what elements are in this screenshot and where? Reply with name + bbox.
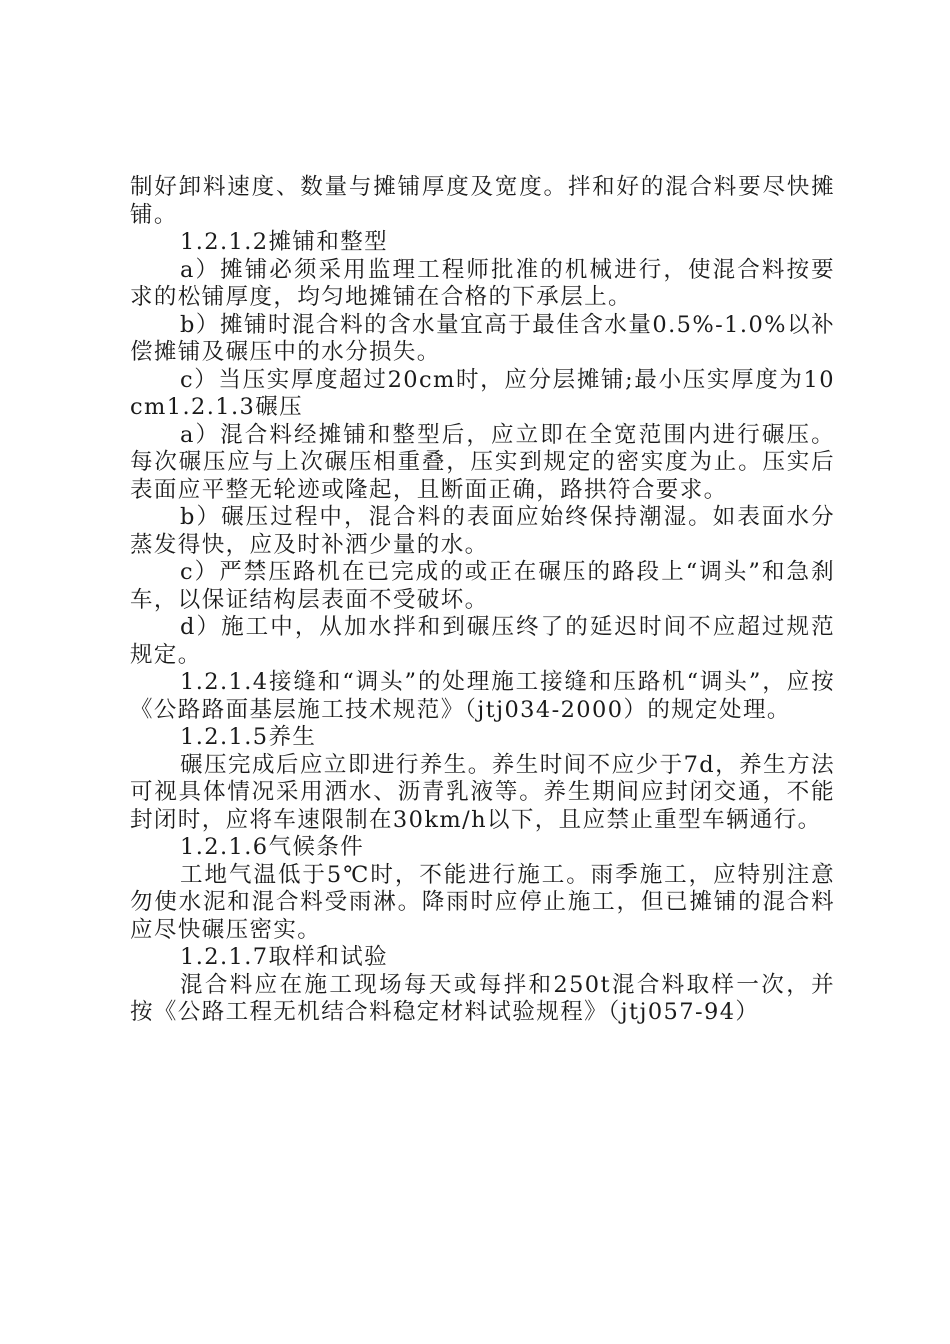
paragraph: a）摊铺必须采用监理工程师批准的机械进行，使混合料按要求的松铺厚度，均匀地摊铺在合格的下承层上。 <box>130 256 835 310</box>
paragraph: b）碾压过程中，混合料的表面应始终保持潮湿。如表面水分蒸发得快，应及时补洒少量的水。 <box>130 504 835 558</box>
section-heading: 1.2.1.5养生 <box>180 724 317 750</box>
paragraph: c）严禁压路机在已完成的或正在碾压的路段上“调头”和急刹车，以保证结构层表面不受破坏。 <box>130 559 835 613</box>
section-heading: 1.2.1.7取样和试验 <box>180 944 389 970</box>
paragraph: d）施工中，从加水拌和到碾压终了的延迟时间不应超过规范规定。 <box>130 614 835 668</box>
section-heading: 1.2.1.2摊铺和整型 <box>180 229 389 255</box>
paragraph: a）混合料经摊铺和整型后，应立即在全宽范围内进行碾压。每次碾压应与上次碾压相重叠，压实到规定的密实度为止。压实后表面应平整无轮迹或隆起，且断面正确，路拱符合要求。 <box>130 421 835 503</box>
paragraph: c）当压实厚度超过20cm时，应分层摊铺;最小压实厚度为10cm1.2.1.3碾压 <box>130 366 835 420</box>
paragraph: 混合料应在施工现场每天或每拌和250t混合料取样一次，并按《公路工程无机结合料稳定材料试验规程》（jtj057-94） <box>130 971 835 1025</box>
paragraph: b）摊铺时混合料的含水量宜高于最佳含水量0.5%-1.0%以补偿摊铺及碾压中的水分损失。 <box>130 311 835 365</box>
section-heading: 1.2.1.6气候条件 <box>180 834 365 860</box>
paragraph: 碾压完成后应立即进行养生。养生时间不应少于7d，养生方法可视具体情况采用洒水、沥青乳液等。养生期间应封闭交通，不能封闭时，应将车速限制在30km/h以下，且应禁止重型车辆通行。 <box>130 751 835 833</box>
document-body <box>130 174 835 1027</box>
paragraph: 1.2.1.4接缝和“调头”的处理施工接缝和压路机“调头”，应按《公路路面基层施工技术规范》（jtj034-2000）的规定处理。 <box>130 669 835 723</box>
paragraph: 工地气温低于5℃时，不能进行施工。雨季施工，应特别注意勿使水泥和混合料受雨淋。降雨时应停止施工，但已摊铺的混合料应尽快碾压密实。 <box>130 861 835 943</box>
paragraph: 制好卸料速度、数量与摊铺厚度及宽度。拌和好的混合料要尽快摊铺。 <box>130 174 835 228</box>
